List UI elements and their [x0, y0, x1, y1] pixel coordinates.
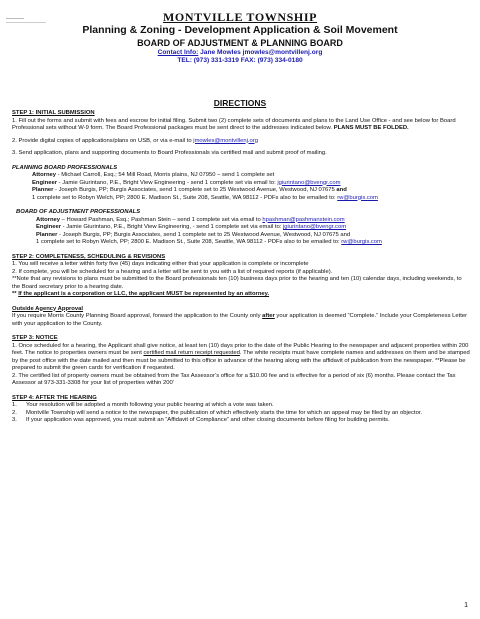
adjustment-board-heading: BOARD OF ADJUSTMENT PROFESSIONALS	[16, 209, 141, 215]
phone-fax: TEL: (973) 331-3319 FAX: (973) 334-0180	[177, 57, 303, 64]
directions-body	[12, 110, 470, 425]
planning-attorney: Attorney - Michael Carroll, Esq.; 54 Mill Road, Morris plains, NJ 07950 – send 1 complete set	[32, 172, 275, 178]
step2-item-1: 1. You will receive a letter within forty five (45) days indicating either that your application is complete or incomplete	[12, 261, 309, 267]
planning-board-heading: PLANNING BOARD PROFESSIONALS	[12, 164, 118, 171]
step2-item-2: 2. If complete, you will be scheduled for a hearing and a letter will be sent to you with a list of required reports (if applicable).	[12, 268, 333, 275]
step2-note: **Note that any revisions to plans must be submitted to the Board professionals ten (10) business days prior to the hearing and ten (10) calendar days, including weekends, to the Board secretary prior to a hearing date.	[12, 276, 462, 290]
email-link[interactable]: jgiurintano@bvengr.com	[277, 179, 341, 186]
contact-label: Contact Info:	[157, 49, 199, 56]
document-subtitle: Planning & Zoning - Development Application & Soil Movement	[82, 24, 398, 36]
planning-planner: Planner - Joseph Burgis, PP; Burgis Associates, send 1 complete set to 25 Westwood Avenue, Westwood, NJ 07675 and	[32, 187, 347, 193]
step1-item-1: 1. Fill out the forms and submit with fees and escrow for initial filing. Submit two (2) complete sets of documents and plans to the Land Use Office - and see below for Board Professional sets without W-9 form. The Board Professional packages must be sent direct to the addresses indicated below. PLANS MUST BE FOLDED.	[12, 117, 456, 131]
email-link[interactable]: rw@burgis.com	[337, 194, 378, 201]
contact-line	[0, 49, 480, 57]
step3-heading: STEP 3: NOTICE	[12, 335, 58, 341]
document-title: MONTVILLE TOWNSHIP	[162, 10, 318, 24]
step1-heading: STEP 1: INITIAL SUBMISSION	[12, 110, 95, 116]
folded-note: PLANS MUST BE FOLDED.	[333, 125, 409, 131]
email-link[interactable]: rw@burgis.com	[341, 239, 382, 245]
adjustment-planner-2: 1 complete set to Robyn Welch, PP; 2800 E. Madison St., Suite 208, Seattle, WA 98112 - PDFs also to be emailed to: rw@burgis.com	[36, 239, 382, 245]
step2-heading: STEP 2: COMPLETENESS, SCHEDULING & REVISIONS	[12, 253, 166, 260]
step3-item-2: 2. The certified list of property owners must be obtained from the Tax Assessor’s office for a $10.00 fee and is effective for a period of six (6) months. Please contact the Tax Assessor at 973-331-3308 for your list of properties within 200’	[12, 372, 456, 386]
adjustment-planner: Planner - Joseph Burgis, PP; Burgis Associates, send 1 complete set to 25 Westwood Avenue, Westwood, NJ 07675 and	[36, 231, 351, 238]
outside-agency-text: If you require Morris County Planning Board approval, forward the application to the County only after your application is deemed “Complete.” Include your Completeness Letter with your application to the County.	[12, 313, 468, 327]
attorney-requirement: ** If the applicant is a corporation or LLC, the applicant MUST be represented by an attorney.	[12, 291, 270, 297]
adjustment-attorney: Attorney – Howard Pashman, Esq.; Pashman Stein – send 1 complete set via email to hpashman@pashmanstein.com	[36, 216, 345, 223]
step3-item-1: 1. Once scheduled for a hearing, the Applicant shall give notice, at least ten (10) days prior to the date of the Public Hearing to the newspaper and adjacent properties within 200 feet. The notice to properties owners must be sent certified mail return receipt requested. The white receipts must have complete names and addresses on them and be stamped by the post office with the date mailed and then must be submitted to this office in advance of the hearing along with the affidavit of publication from the newspaper. **Please be prepared to submit the green cards for verification if requested.	[12, 342, 470, 371]
contact-name: Jane Mowles	[198, 49, 243, 56]
email-link[interactable]: jmowles@montvillenj.org	[193, 137, 258, 144]
step1-item-3: 3. Send application, plans and supporting documents to Board Professionals via certified mail and submit proof of mailing.	[12, 150, 327, 156]
step1-item-2: 2. Provide digital copies of applications/plans on USB, or via e-mail to jmowles@montvillenj.org	[12, 137, 258, 144]
outside-agency-heading: Outside Agency Approval	[12, 305, 84, 312]
contact-email[interactable]: jmowles@montvillenj.org	[242, 49, 323, 56]
planning-planner-2: 1 complete set to Robyn Welch, PP; 2800 E. Madison St., Suite 208, Seattle, WA 98112 - PDFs also to be emailed to: rw@burgis.com	[32, 194, 378, 201]
email-link[interactable]: hpashman@pashmanstein.com	[262, 216, 345, 223]
email-link[interactable]: jgiurintano@bvengr.com	[282, 224, 347, 230]
list-item: 1. Your resolution will be adopted a month following your public hearing at which a vote was taken.	[12, 402, 274, 408]
step4-heading: STEP 4: AFTER THE HEARING	[12, 394, 97, 401]
board-name: BOARD OF ADJUSTMENT & PLANNING BOARD	[137, 38, 343, 48]
directions-title: DIRECTIONS	[213, 98, 267, 108]
list-item: 2. Montville Township will send a notice to the newspaper, the publication of which effectively starts the time for which an appeal may be filed by an objector.	[12, 409, 423, 416]
adjustment-engineer: Engineer - Jamie Giurintano, P.E., Bright View Engineering, - send 1 complete set via email to: jgiurintano@bvengr.com	[36, 224, 347, 230]
list-item: 3. If your application was approved, you must submit an “Affidavit of Compliance” and other closing documents before filing for building permits.	[12, 417, 390, 423]
page-number: 1	[464, 602, 468, 609]
planning-engineer: Engineer - Jamie Giurintano, P.E., Bright View Engineering - send 1 complete set via email to: jgiurintano@bvengr.com	[32, 179, 341, 186]
